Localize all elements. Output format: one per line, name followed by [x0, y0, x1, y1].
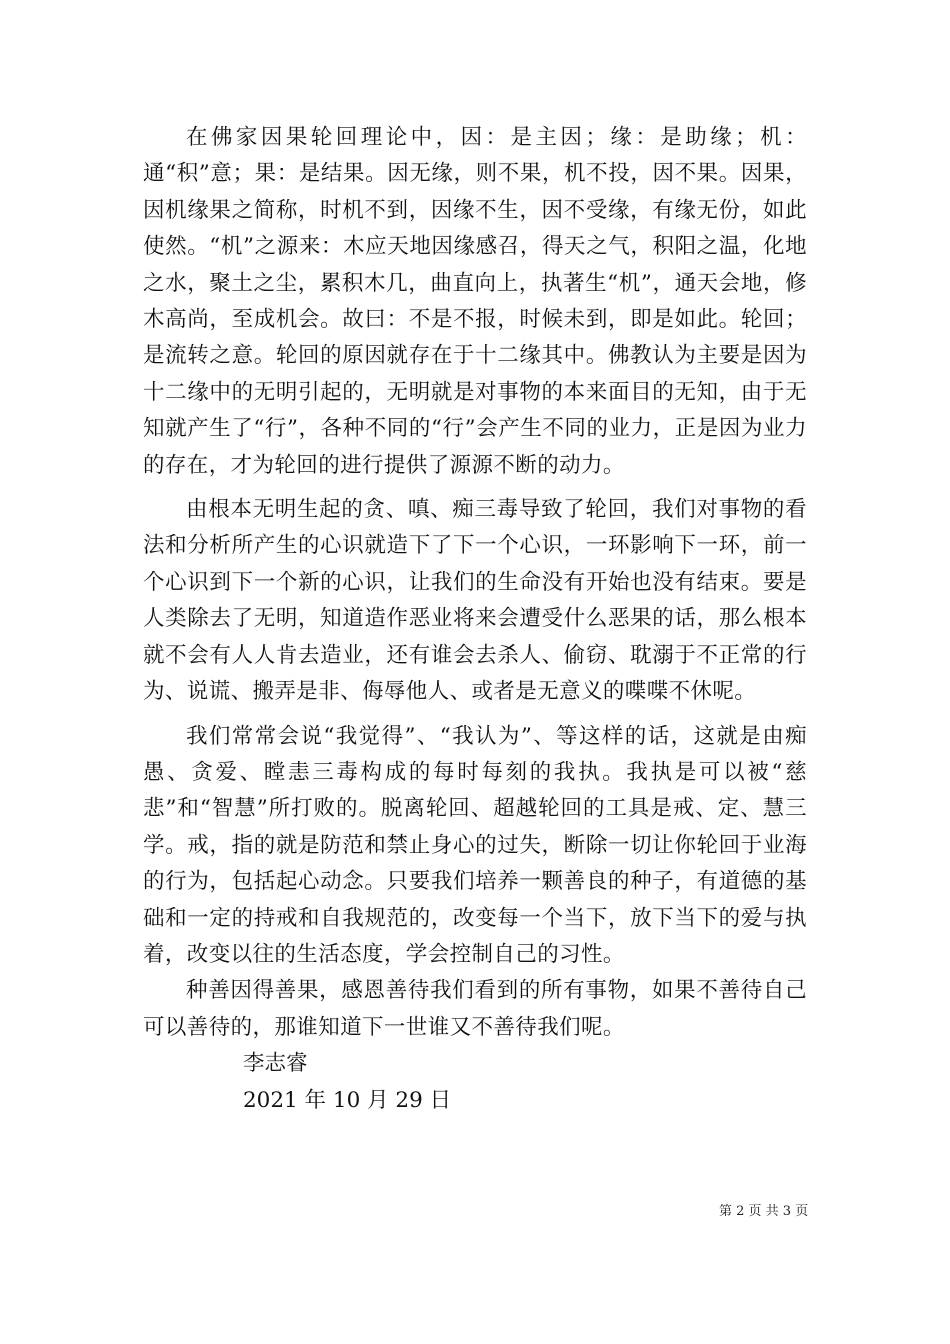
author-name: 李志睿 [243, 1051, 308, 1077]
page-number-footer: 第 2 页 共 3 页 [719, 1204, 809, 1219]
document-body [143, 120, 807, 1119]
paragraph-three-poisons: 由根本无明生起的贪、嗔、痴三毒导致了轮回，我们对事物的看法和分析所产生的心识就造下了下一个心识，一环影响下一环，前一个心识到下一个新的心识，让我们的生命没有开始也没有结束。要是人类除去了无明，知道造作恶业将来会遭受什么恶果的话，那么根本就不会有人人肯去造业，还有谁会去杀人、偷窃、耽溺于不正常的行为、说谎、搬弄是非、侮辱他人、或者是无意义的喋喋不休呢。 [143, 497, 807, 705]
paragraph-self-attachment: 我们常常会说“我觉得”、“我认为”、等这样的话，这就是由痴愚、贪爱、瞠恚三毒构成的每时每刻的我执。我执是可以被“慈悲”和“智慧”所打败的。脱离轮回、超越轮回的工具是戒、定、慧三学。戒，指的就是防范和禁止身心的过失，断除一切让你轮回于业海的行为，包括起心动念。只要我们培养一颗善良的种子，有道德的基础和一定的持戒和自我规范的，改变每一个当下，放下当下的爱与执着，改变以往的生活态度，学会控制自己的习性。 [143, 723, 807, 967]
paragraph-karma-theory: 在佛家因果轮回理论中，因：是主因；缘：是助缘；机：通“积”意；果：是结果。因无缘，则不果，机不投，因不果。因果，因机缘果之简称，时机不到，因缘不生，因不受缘，有缘无份，如此使然。“机”之源来：木应天地因缘感召，得天之气，积阳之温，化地之水，聚土之尘，累积木几，曲直向上，执著生“机”，通天会地，修木高尚，至成机会。故曰：不是不报，时候未到，即是如此。轮回；是流转之意。轮回的原因就存在于十二缘其中。佛教认为主要是因为十二缘中的无明引起的，无明就是对事物的本来面目的无知，由于无知就产生了“行”，各种不同的“行”会产生不同的业力，正是因为业力的存在，才为轮回的进行提供了源源不断的动力。 [143, 125, 807, 478]
paragraph-conclusion: 种善因得善果，感恩善待我们看到的所有事物，如果不善待自己可以善待的，那谁知道下一世谁又不善待我们呢。 [143, 978, 807, 1040]
signature-date: 2021 年 10 月 29 日 [243, 1087, 452, 1113]
